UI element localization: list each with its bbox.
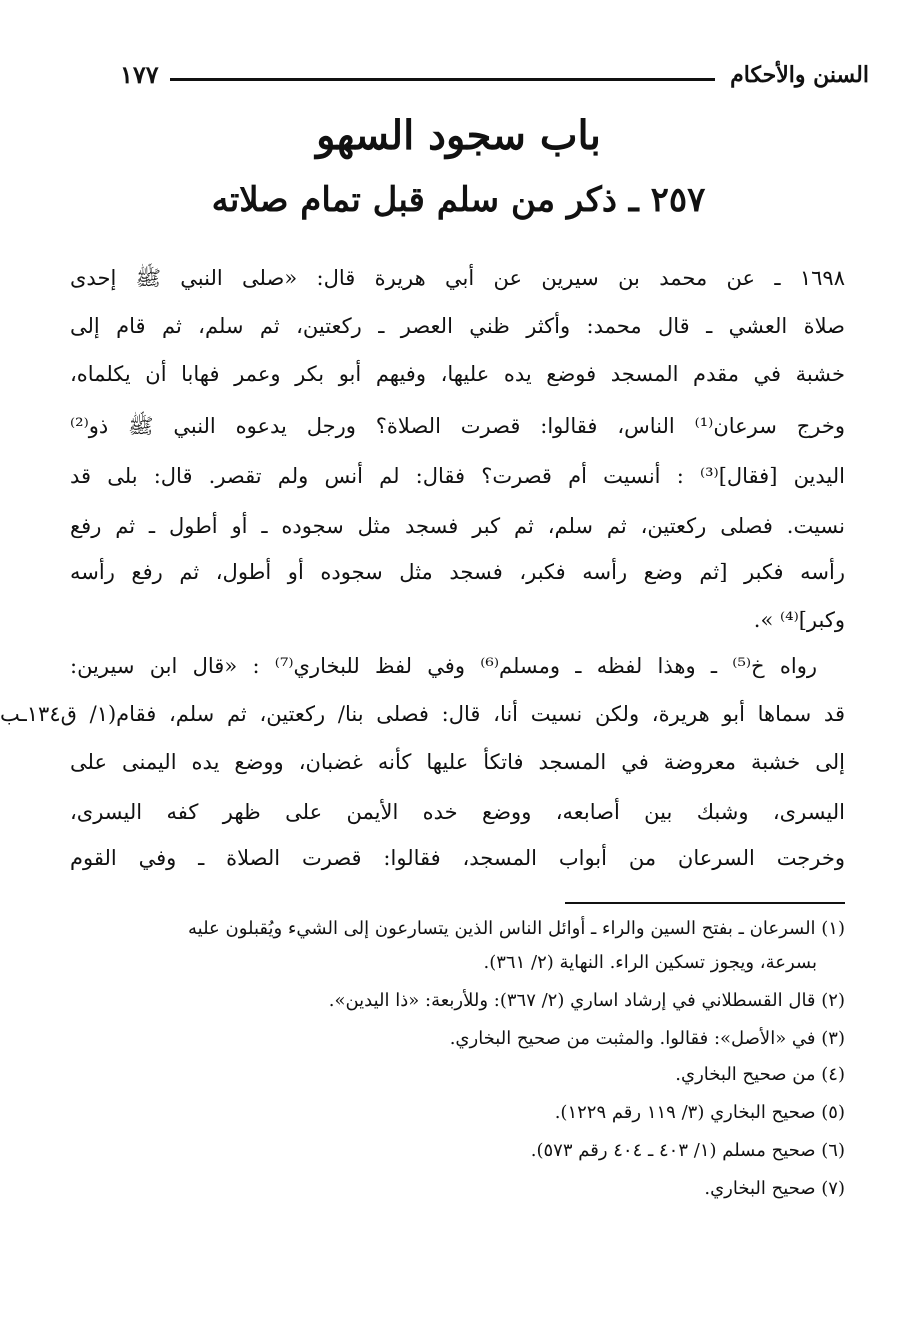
text-line: اليسرى، وشبك بين أصابعه، ووضع خده الأيمن على ظهر كفه اليسرى، [70, 800, 845, 824]
text-line: اليدين [فقال]⁽³⁾ : أنسيت أم قصرت؟ فقال: لم أنس ولم تقصر. قال: بلى قد [70, 464, 845, 488]
footnote: (٧) صحيح البخاري. [704, 1178, 845, 1199]
text-line: وخرجت السرعان من أبواب المسجد، فقالوا: قصرت الصلاة ـ وفي القوم [70, 846, 845, 870]
header-rule [170, 78, 715, 81]
footnote-rule [565, 902, 845, 904]
text-line: وخرج سرعان⁽¹⁾ الناس، فقالوا: قصرت الصلاة؟ ورجل يدعوه النبي ﷺ ذو⁽²⁾ [70, 414, 845, 438]
footnote: (٦) صحيح مسلم (١/ ٤٠٣ ـ ٤٠٤ رقم ٥٧٣). [530, 1140, 845, 1161]
text-line: ١٦٩٨ ـ عن محمد بن سيرين عن أبي هريرة قال: «صلى النبي ﷺ إحدى [70, 266, 845, 290]
footnote: (٤) من صحيح البخاري. [675, 1064, 845, 1085]
footnote: (١) السرعان ـ بفتح السين والراء ـ أوائل الناس الذين يتسارعون إلى الشيء ويُقبلون عليه [188, 918, 845, 939]
footnote: بسرعة، ويجوز تسكين الراء. النهاية (٢/ ٣٦١). [483, 952, 817, 973]
text-line: قد سماها أبو هريرة، ولكن نسيت أنا، قال: فصلى بنا/ ركعتين، ثم سلم، فقام(١/ ق١٣٤ـب [0, 702, 845, 726]
running-title: السنن والأحكام [730, 62, 869, 88]
text-line: رواه خ⁽⁵⁾ ـ وهذا لفظه ـ ومسلم⁽⁶⁾ وفي لفظ للبخاري⁽⁷⁾ : «قال ابن سيرين: [70, 654, 817, 678]
chapter-title: باب سجود السهو [316, 112, 601, 159]
text-line: إلى خشبة معروضة في المسجد فاتكأ عليها كأنه غضبان، ووضع يده اليمنى على [70, 750, 845, 774]
page-number: ١٧٧ [120, 60, 159, 89]
text-line: صلاة العشي ـ قال محمد: وأكثر ظني العصر ـ ركعتين، ثم سلم، ثم قام إلى [70, 314, 845, 338]
footnote: (٢) قال القسطلاني في إرشاد اساري (٢/ ٣٦٧): وللأربعة: «ذا اليدين». [328, 990, 845, 1011]
section-title: ٢٥٧ ـ ذكر من سلم قبل تمام صلاته [211, 180, 706, 220]
text-line: وكبر]⁽⁴⁾ ». [753, 608, 845, 632]
text-line: خشبة في مقدم المسجد فوضع يده عليها، وفيهم أبو بكر وعمر فهابا أن يكلماه، [70, 362, 845, 386]
text-line: رأسه فكبر [ثم وضع رأسه فكبر، فسجد مثل سجوده أو أطول، ثم رفع رأسه [70, 560, 845, 584]
text-line: نسيت. فصلى ركعتين، ثم سلم، ثم كبر فسجد مثل سجوده ـ أو أطول ـ ثم رفع [70, 514, 845, 538]
footnote: (٥) صحيح البخاري (٣/ ١١٩ رقم ١٢٢٩). [554, 1102, 845, 1123]
footnote: (٣) في «الأصل»: فقالوا. والمثبت من صحيح البخاري. [449, 1028, 845, 1049]
